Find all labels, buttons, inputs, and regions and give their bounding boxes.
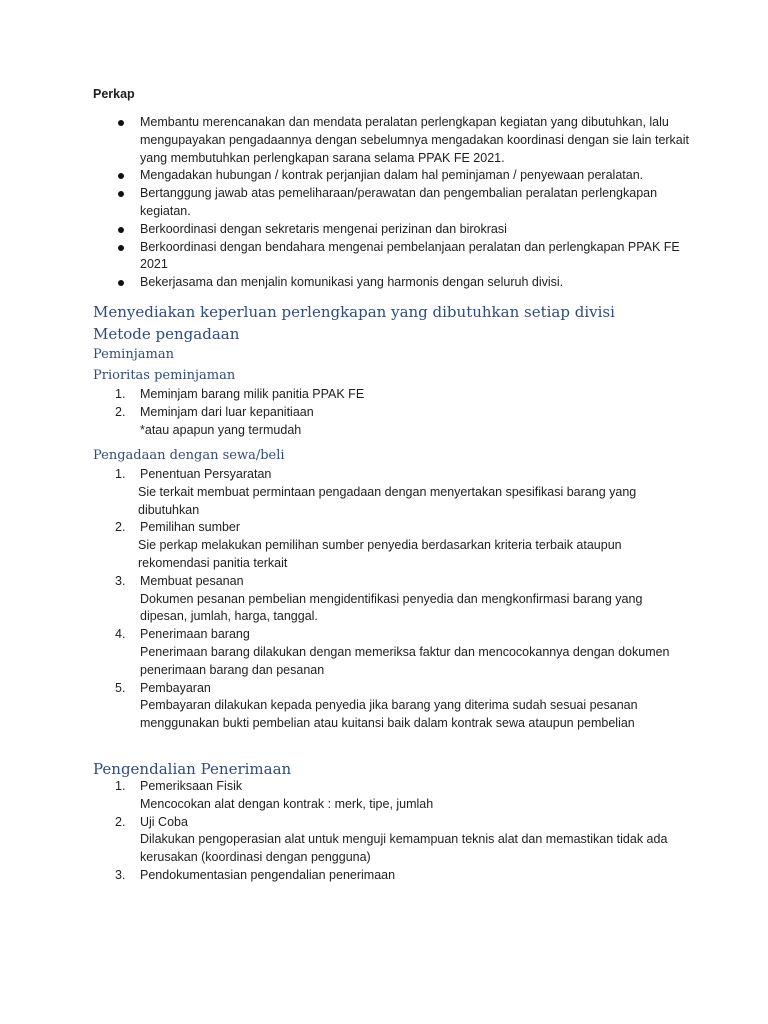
heading-pengendalian-penerimaan: Pengendalian Penerimaan [93, 760, 292, 778]
prioritas-list [93, 386, 693, 439]
pengendalian-list [93, 778, 693, 885]
heading-menyediakan: Menyediakan keperluan perlengkapan yang dibutuhkan setiap divisi [93, 303, 615, 321]
list-item: 2. Pemilihan sumber Sie perkap melakukan pemilihan sumber penyedia berdasarkan kriteria terbaik ataupun rekomendasi panitia terkait [115, 520, 622, 570]
list-item: Mengadakan hubungan / kontrak perjanjian dalam hal peminjaman / penyewaan peralatan. [93, 167, 693, 185]
heading-metode-pengadaan: Metode pengadaan [93, 325, 240, 343]
list-item: Berkoordinasi dengan bendahara mengenai pembelanjaan peralatan dan perlengkapan PPAK FE 2021 [93, 239, 693, 275]
list-item: 2. Meminjam dari luar kepanitiaan *atau apapun yang termudah [115, 404, 314, 437]
perkap-duties-list [93, 114, 693, 292]
list-item: 2. Uji Coba Dilakukan pengoperasian alat untuk menguji kemampuan teknis alat dan memastikan tidak ada kerusakan (koordinasi dengan pengguna) [115, 814, 668, 865]
bullet-icon [118, 191, 124, 197]
bullet-icon [118, 120, 124, 126]
list-item: 3. Membuat pesanan Dokumen pesanan pembelian mengidentifikasi penyedia dan mengkonfirmasi barang yang dipesan, jumlah, harga, tanggal. [115, 573, 643, 624]
heading-pengadaan-sewa-beli: Pengadaan dengan sewa/beli [93, 448, 285, 463]
bullet-icon [118, 280, 124, 286]
list-item: 1. Meminjam barang milik panitia PPAK FE [115, 387, 365, 401]
sewa-beli-list [93, 466, 693, 733]
heading-peminjaman: Peminjaman [93, 347, 174, 362]
list-item: 1. Penentuan Persyaratan Sie terkait membuat permintaan pengadaan dengan menyertakan spesifikasi barang yang dibutuhkan [115, 467, 637, 517]
bullet-icon [118, 245, 124, 251]
bullet-icon [118, 173, 124, 179]
bullet-icon [118, 227, 124, 233]
list-item: 1. Pemeriksaan Fisik Mencocokan alat dengan kontrak : merk, tipe, jumlah [115, 779, 434, 811]
list-item: 5. Pembayaran Pembayaran dilakukan kepada penyedia jika barang yang diterima sudah sesuai pesanan menggunakan bukti pembelian atau kuitansi baik dalam kontrak sewa ataupun pembelian [115, 680, 638, 731]
list-item: Membantu merencanakan dan mendata peralatan perlengkapan kegiatan yang dibutuhkan, lalu mengupayakan pengadaannya dengan sebelumnya mengadakan koordinasi dengan sie lain terkait yang membutuhkan perlengkapan sarana selama PPAK FE 2021. [93, 114, 693, 167]
list-item: Berkoordinasi dengan sekretaris mengenai perizinan dan birokrasi [93, 221, 693, 239]
list-item: 3. Pendokumentasian pengendalian penerimaan [115, 867, 396, 882]
section-title-perkap: Perkap [93, 87, 135, 101]
list-item: 4. Penerimaan barang Penerimaan barang dilakukan dengan memeriksa faktur dan mencocokannya dengan dokumen penerimaan barang dan pesanan [115, 627, 670, 677]
list-item: Bekerjasama dan menjalin komunikasi yang harmonis dengan seluruh divisi. [93, 274, 693, 292]
heading-prioritas-peminjaman: Prioritas peminjaman [93, 368, 236, 383]
list-item: Bertanggung jawab atas pemeliharaan/perawatan dan pengembalian peralatan perlengkapan kegiatan. [93, 185, 693, 221]
